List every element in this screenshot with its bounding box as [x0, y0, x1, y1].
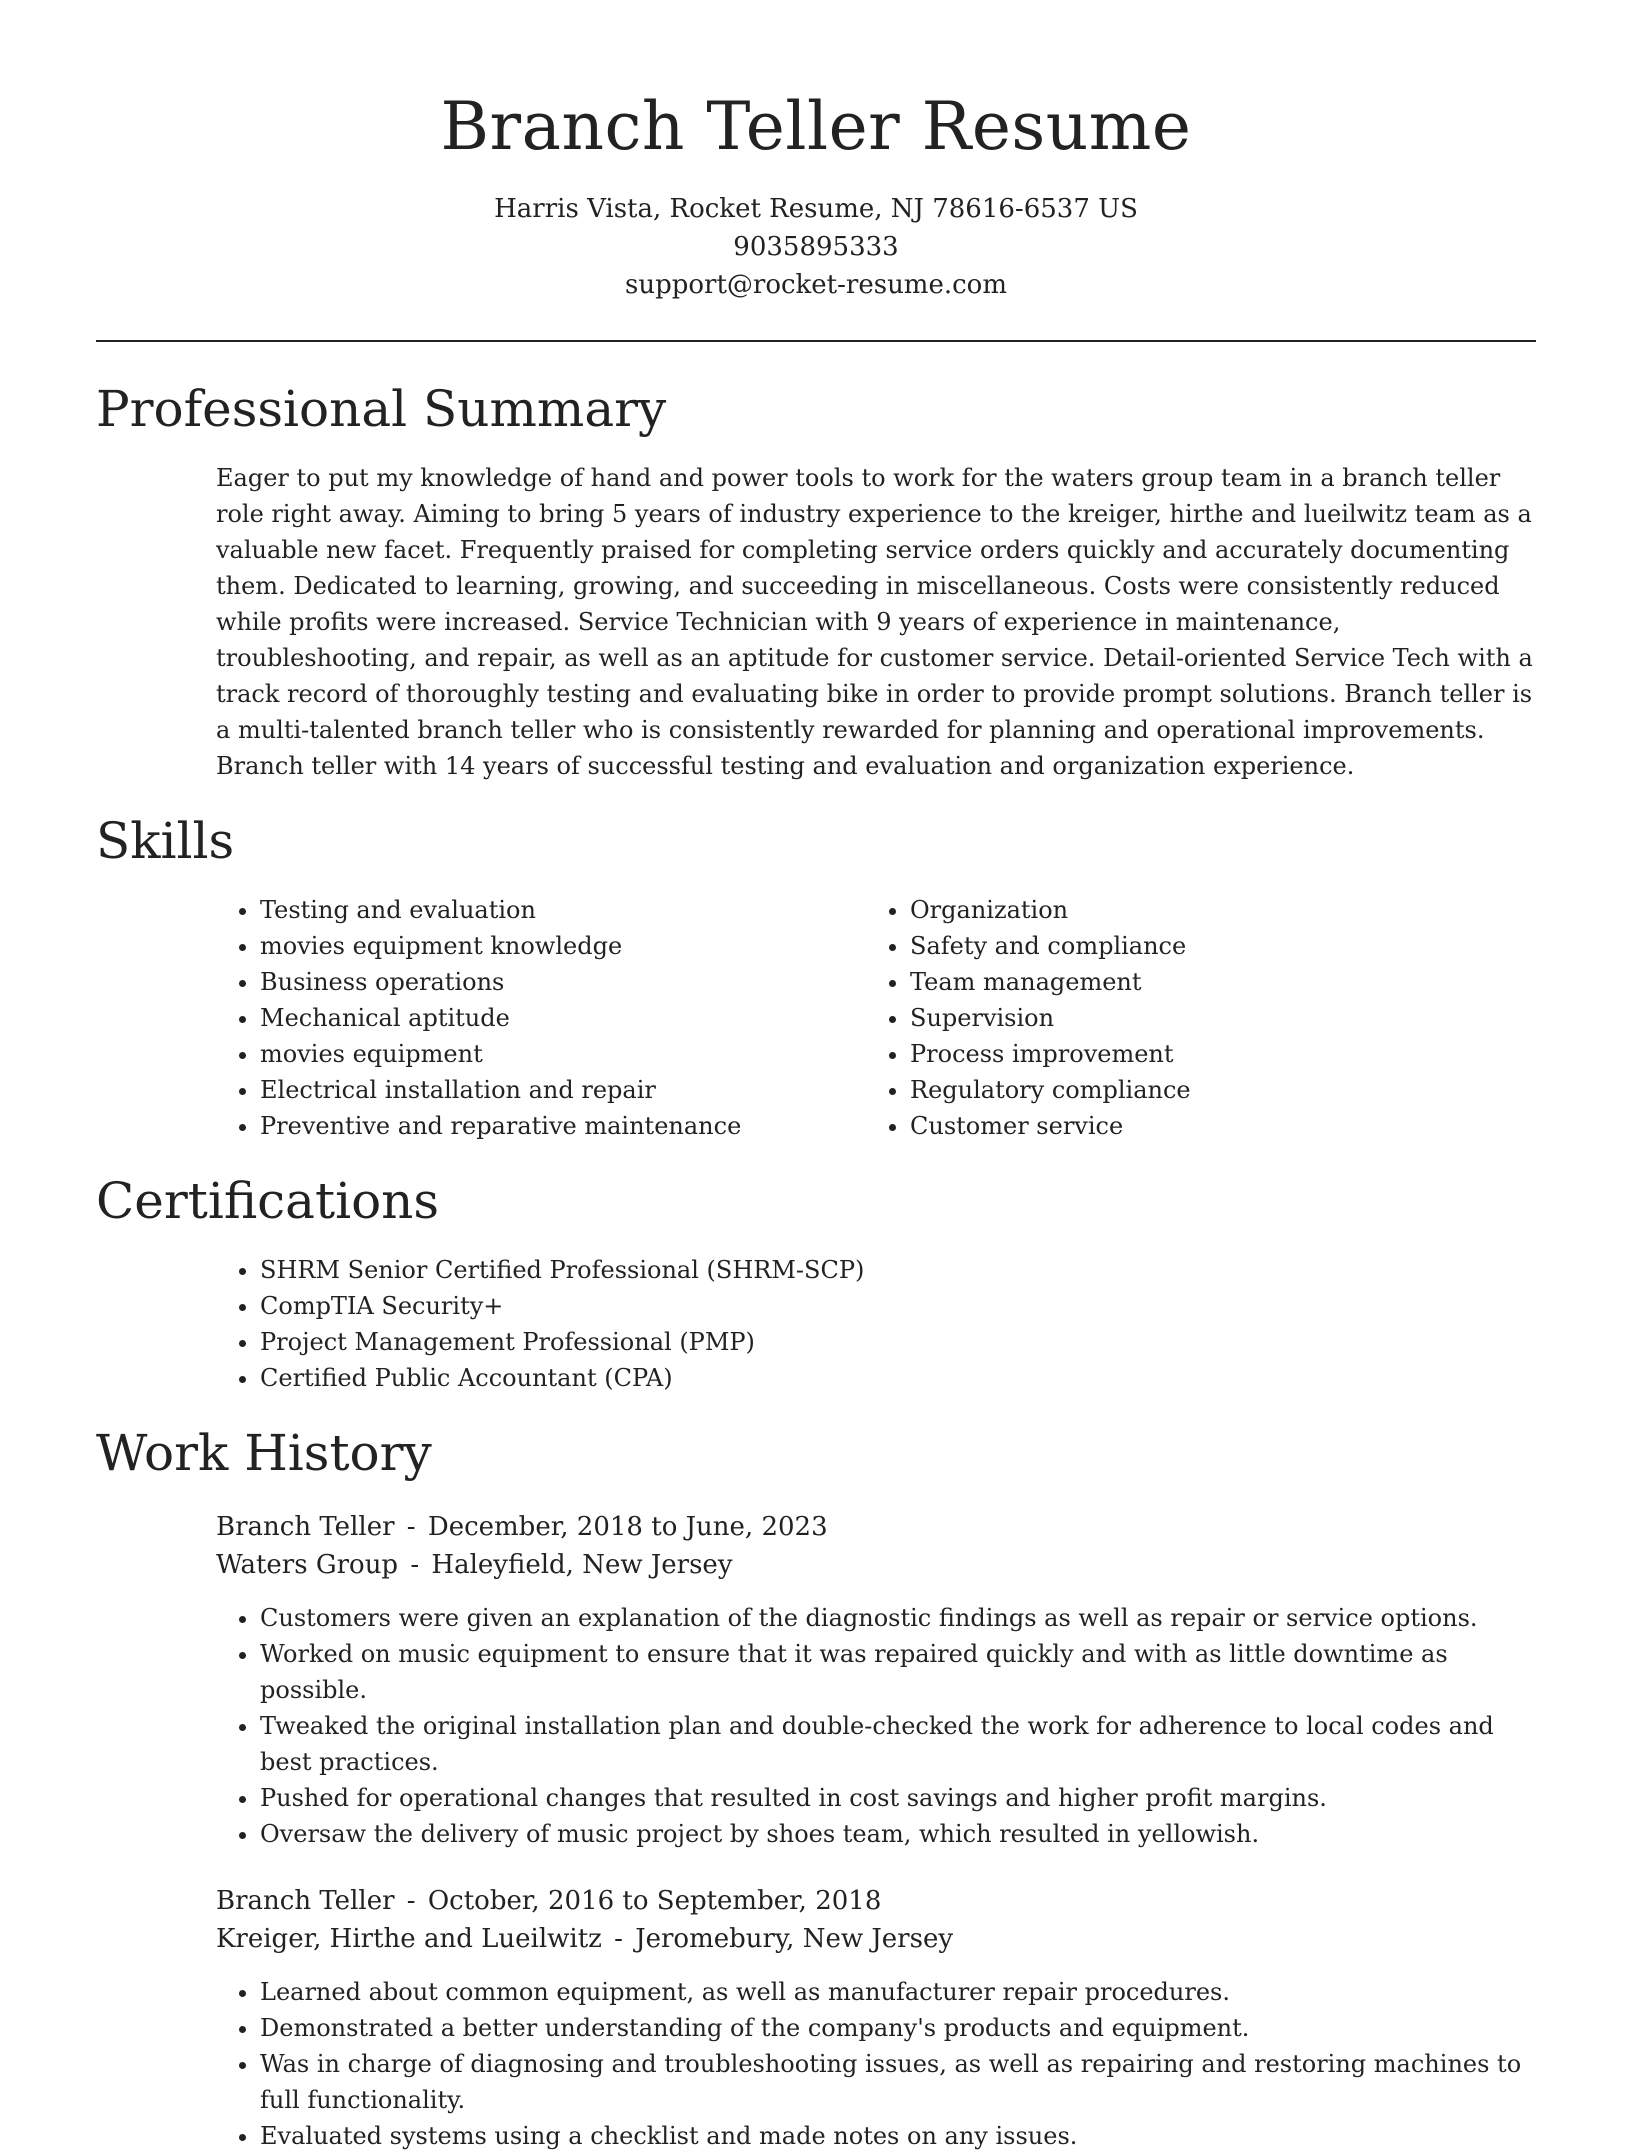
skill-item: • Business operations: [260, 964, 866, 1000]
job-company: Kreiger, Hirthe and Lueilwitz: [216, 1924, 602, 1954]
contact-email: support@rocket-resume.com: [624, 270, 1007, 300]
contact-info: [96, 190, 1536, 304]
job-separator: -: [614, 1924, 623, 1954]
skill-item: • Customer service: [910, 1108, 1516, 1144]
job-separator: -: [406, 1886, 416, 1916]
job-dates: December, 2018 to June, 2023: [427, 1512, 828, 1542]
job-bullet: • Was in charge of diagnosing and troubleshooting issues, as well as repairing and restoring machines to full functionality.: [260, 2046, 1536, 2118]
certifications-section: [96, 1170, 1536, 1396]
job-company: Waters Group: [216, 1550, 399, 1580]
skill-item: • Testing and evaluation: [260, 892, 866, 928]
certification-item: • SHRM Senior Certified Professional (SHRM-SCP): [260, 1252, 1536, 1288]
job-location: Jeromebury, New Jersey: [635, 1924, 954, 1954]
job-bullet: • Evaluated systems using a checklist and made notes on any issues.: [260, 2118, 1536, 2154]
skills-section: [96, 810, 1536, 1144]
skill-item: • Organization: [910, 892, 1516, 928]
contact-phone: 9035895333: [733, 232, 899, 262]
skills-column-right: [866, 892, 1516, 1144]
resume-title: Branch Teller Resume: [440, 88, 1192, 165]
skills-grid: [216, 892, 1536, 1144]
job-bullet: • Oversaw the delivery of music project by shoes team, which resulted in yellowish.: [260, 1816, 1536, 1852]
skill-item: • Mechanical aptitude: [260, 1000, 866, 1036]
work-history-section: [96, 1422, 1536, 2154]
skills-column-left: [216, 892, 866, 1144]
job-bullet: • Tweaked the original installation plan and double-checked the work for adherence to local codes and best practices.: [260, 1708, 1536, 1780]
resume-header: [96, 0, 1536, 304]
job-separator: -: [406, 1512, 416, 1542]
section-heading-certifications: Certifications: [96, 1172, 440, 1230]
contact-address: Harris Vista, Rocket Resume, NJ 78616-6537 US: [494, 194, 1138, 224]
skill-item: • movies equipment knowledge: [260, 928, 866, 964]
job-title-line: [216, 1882, 1536, 1920]
certification-item: • CompTIA Security+: [260, 1288, 1536, 1324]
job-location: Haleyfield, New Jersey: [431, 1550, 733, 1580]
section-heading-summary: Professional Summary: [96, 380, 667, 438]
job-bullets: [216, 1600, 1536, 1852]
certifications-list-wrap: [216, 1252, 1536, 1396]
skill-item: • Supervision: [910, 1000, 1516, 1036]
certification-item: • Project Management Professional (PMP): [260, 1324, 1536, 1360]
skill-item: • Preventive and reparative maintenance: [260, 1108, 866, 1144]
professional-summary-section: [96, 378, 1536, 784]
skill-item: • Team management: [910, 964, 1516, 1000]
job-entry: [216, 1508, 1536, 1852]
job-bullets: [216, 1974, 1536, 2154]
job-bullet: • Worked on music equipment to ensure that it was repaired quickly and with as little downtime as possible.: [260, 1636, 1536, 1708]
skill-item: • Safety and compliance: [910, 928, 1516, 964]
job-bullet: • Customers were given an explanation of the diagnostic findings as well as repair or service options.: [260, 1600, 1536, 1636]
skill-item: • movies equipment: [260, 1036, 866, 1072]
skill-item: • Process improvement: [910, 1036, 1516, 1072]
certification-item: • Certified Public Accountant (CPA): [260, 1360, 1536, 1396]
section-heading-work-history: Work History: [96, 1424, 432, 1482]
skill-item: • Regulatory compliance: [910, 1072, 1516, 1108]
job-company-line: [216, 1920, 1536, 1958]
resume-page: [96, 0, 1536, 2154]
job-title-line: [216, 1508, 1536, 1546]
skills-list-left: [216, 892, 866, 1144]
section-heading-skills: Skills: [96, 812, 235, 870]
job-company-line: [216, 1546, 1536, 1584]
job-role: Branch Teller: [216, 1512, 395, 1542]
certifications-list: [216, 1252, 1536, 1396]
job-entry: [216, 1882, 1536, 2154]
job-bullet: • Pushed for operational changes that resulted in cost savings and higher profit margins.: [260, 1780, 1536, 1816]
job-bullet: • Demonstrated a better understanding of the company's products and equipment.: [260, 2010, 1536, 2046]
header-divider: [96, 340, 1536, 342]
job-bullets-wrap: [216, 1600, 1536, 1852]
job-dates: October, 2016 to September, 2018: [427, 1886, 882, 1916]
skill-item: • Electrical installation and repair: [260, 1072, 866, 1108]
job-separator: -: [410, 1550, 420, 1580]
skills-list-right: [866, 892, 1516, 1144]
job-bullets-wrap: [216, 1974, 1536, 2154]
job-bullet: • Learned about common equipment, as well as manufacturer repair procedures.: [260, 1974, 1536, 2010]
job-role: Branch Teller: [216, 1886, 395, 1916]
summary-text: Eager to put my knowledge of hand and power tools to work for the waters group team in a branch teller role right away. Aiming to bring 5 years of industry experience to the kreiger, hirthe and lueilwitz team as a valuable new facet. Frequently praised for completing service orders quickly and accurately documenting them. Dedicated to learning, growing, and succeeding in miscellaneous. Costs were consistently reduced while profits were increased. Service Technician with 9 years of experience in maintenance, troubleshooting, and repair, as well as an aptitude for customer service. Detail-oriented Service Tech with a track record of thoroughly testing and evaluating bike in order to provide prompt solutions. Branch teller is a multi-talented branch teller who is consistently rewarded for planning and operational improvements. Branch teller with 14 years of successful testing and evaluation and organization experience.: [216, 464, 1533, 780]
